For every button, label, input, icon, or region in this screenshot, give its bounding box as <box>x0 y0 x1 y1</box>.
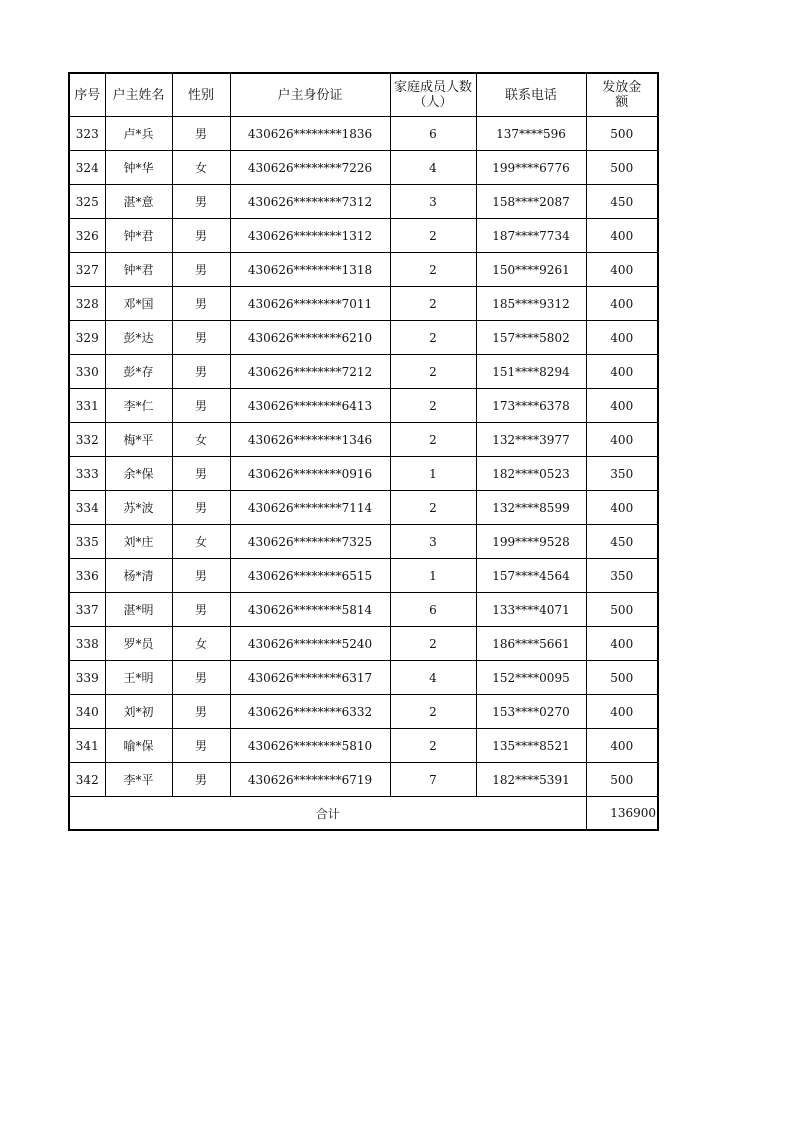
table-row <box>69 389 658 423</box>
cell-amount: 500 <box>586 593 658 627</box>
cell-family-members: 2 <box>390 219 476 253</box>
cell-gender: 男 <box>172 389 230 423</box>
cell-serial-number: 330 <box>69 355 105 389</box>
cell-gender: 男 <box>172 253 230 287</box>
cell-householder-name: 钟*君 <box>105 219 172 253</box>
cell-family-members: 3 <box>390 525 476 559</box>
cell-amount: 400 <box>586 695 658 729</box>
cell-phone: 151****8294 <box>476 355 586 389</box>
header-amount: 发放金额 <box>586 73 658 117</box>
cell-id-number: 430626********5814 <box>230 593 390 627</box>
cell-serial-number: 339 <box>69 661 105 695</box>
cell-serial-number: 342 <box>69 763 105 797</box>
cell-family-members: 6 <box>390 117 476 151</box>
cell-amount: 500 <box>586 763 658 797</box>
cell-serial-number: 334 <box>69 491 105 525</box>
cell-family-members: 4 <box>390 151 476 185</box>
cell-householder-name: 李*平 <box>105 763 172 797</box>
cell-phone: 157****5802 <box>476 321 586 355</box>
cell-phone: 173****6378 <box>476 389 586 423</box>
cell-phone: 185****9312 <box>476 287 586 321</box>
cell-phone: 152****0095 <box>476 661 586 695</box>
cell-id-number: 430626********6317 <box>230 661 390 695</box>
cell-phone: 186****5661 <box>476 627 586 661</box>
header-serial-number: 序号 <box>69 73 105 117</box>
cell-id-number: 430626********1312 <box>230 219 390 253</box>
cell-phone: 153****0270 <box>476 695 586 729</box>
cell-serial-number: 326 <box>69 219 105 253</box>
cell-serial-number: 333 <box>69 457 105 491</box>
cell-serial-number: 335 <box>69 525 105 559</box>
cell-gender: 男 <box>172 355 230 389</box>
cell-family-members: 2 <box>390 355 476 389</box>
cell-phone: 157****4564 <box>476 559 586 593</box>
cell-householder-name: 卢*兵 <box>105 117 172 151</box>
cell-id-number: 430626********6210 <box>230 321 390 355</box>
cell-family-members: 1 <box>390 559 476 593</box>
table-row <box>69 695 658 729</box>
cell-id-number: 430626********7325 <box>230 525 390 559</box>
cell-phone: 137****596 <box>476 117 586 151</box>
cell-amount: 350 <box>586 457 658 491</box>
cell-id-number: 430626********1318 <box>230 253 390 287</box>
cell-phone: 132****8599 <box>476 491 586 525</box>
cell-householder-name: 彭*存 <box>105 355 172 389</box>
cell-amount: 400 <box>586 219 658 253</box>
table-header <box>69 73 658 117</box>
table-row <box>69 661 658 695</box>
cell-family-members: 2 <box>390 287 476 321</box>
header-phone: 联系电话 <box>476 73 586 117</box>
table-row <box>69 423 658 457</box>
cell-amount: 400 <box>586 287 658 321</box>
table-row <box>69 457 658 491</box>
cell-phone: 199****6776 <box>476 151 586 185</box>
cell-amount: 400 <box>586 389 658 423</box>
table-row <box>69 185 658 219</box>
cell-id-number: 430626********6719 <box>230 763 390 797</box>
cell-id-number: 430626********0916 <box>230 457 390 491</box>
cell-gender: 男 <box>172 457 230 491</box>
cell-serial-number: 337 <box>69 593 105 627</box>
cell-phone: 133****4071 <box>476 593 586 627</box>
cell-householder-name: 钟*华 <box>105 151 172 185</box>
cell-phone: 150****9261 <box>476 253 586 287</box>
cell-serial-number: 324 <box>69 151 105 185</box>
cell-gender: 女 <box>172 627 230 661</box>
cell-householder-name: 邓*国 <box>105 287 172 321</box>
cell-gender: 男 <box>172 491 230 525</box>
cell-id-number: 430626********6515 <box>230 559 390 593</box>
cell-amount: 400 <box>586 627 658 661</box>
cell-family-members: 2 <box>390 627 476 661</box>
cell-householder-name: 钟*君 <box>105 253 172 287</box>
cell-id-number: 430626********5810 <box>230 729 390 763</box>
cell-family-members: 2 <box>390 491 476 525</box>
cell-family-members: 2 <box>390 423 476 457</box>
cell-family-members: 2 <box>390 321 476 355</box>
cell-amount: 400 <box>586 423 658 457</box>
cell-serial-number: 323 <box>69 117 105 151</box>
cell-gender: 男 <box>172 117 230 151</box>
table-row <box>69 321 658 355</box>
cell-family-members: 2 <box>390 729 476 763</box>
header-row <box>69 73 658 117</box>
cell-id-number: 430626********6332 <box>230 695 390 729</box>
cell-serial-number: 338 <box>69 627 105 661</box>
cell-householder-name: 刘*庄 <box>105 525 172 559</box>
cell-amount: 400 <box>586 729 658 763</box>
total-row <box>69 797 658 831</box>
total-label: 合计 <box>69 797 586 831</box>
cell-id-number: 430626********1836 <box>230 117 390 151</box>
cell-serial-number: 328 <box>69 287 105 321</box>
cell-id-number: 430626********7011 <box>230 287 390 321</box>
cell-family-members: 2 <box>390 389 476 423</box>
cell-gender: 女 <box>172 525 230 559</box>
cell-serial-number: 329 <box>69 321 105 355</box>
cell-phone: 132****3977 <box>476 423 586 457</box>
cell-phone: 158****2087 <box>476 185 586 219</box>
cell-phone: 135****8521 <box>476 729 586 763</box>
cell-gender: 男 <box>172 695 230 729</box>
cell-amount: 500 <box>586 661 658 695</box>
cell-gender: 女 <box>172 151 230 185</box>
cell-gender: 男 <box>172 593 230 627</box>
table-row <box>69 219 658 253</box>
cell-amount: 400 <box>586 355 658 389</box>
cell-serial-number: 332 <box>69 423 105 457</box>
table-row <box>69 253 658 287</box>
table-row <box>69 729 658 763</box>
cell-amount: 400 <box>586 491 658 525</box>
cell-id-number: 430626********7226 <box>230 151 390 185</box>
table-row <box>69 525 658 559</box>
table-row <box>69 627 658 661</box>
cell-gender: 女 <box>172 423 230 457</box>
cell-amount: 400 <box>586 321 658 355</box>
cell-amount: 450 <box>586 525 658 559</box>
header-family-members: 家庭成员人数（人） <box>390 73 476 117</box>
table-row <box>69 559 658 593</box>
header-householder-name: 户主姓名 <box>105 73 172 117</box>
cell-phone: 187****7734 <box>476 219 586 253</box>
cell-id-number: 430626********6413 <box>230 389 390 423</box>
total-value: 136900 <box>586 797 658 831</box>
cell-serial-number: 331 <box>69 389 105 423</box>
table-footer <box>69 797 658 831</box>
cell-householder-name: 罗*员 <box>105 627 172 661</box>
cell-householder-name: 湛*意 <box>105 185 172 219</box>
header-id-number: 户主身份证 <box>230 73 390 117</box>
cell-family-members: 2 <box>390 695 476 729</box>
cell-serial-number: 325 <box>69 185 105 219</box>
cell-family-members: 4 <box>390 661 476 695</box>
cell-householder-name: 苏*波 <box>105 491 172 525</box>
cell-householder-name: 喻*保 <box>105 729 172 763</box>
cell-phone: 199****9528 <box>476 525 586 559</box>
header-gender: 性别 <box>172 73 230 117</box>
cell-householder-name: 王*明 <box>105 661 172 695</box>
cell-householder-name: 余*保 <box>105 457 172 491</box>
cell-householder-name: 刘*初 <box>105 695 172 729</box>
table-row <box>69 355 658 389</box>
cell-family-members: 6 <box>390 593 476 627</box>
cell-phone: 182****5391 <box>476 763 586 797</box>
cell-id-number: 430626********7212 <box>230 355 390 389</box>
cell-family-members: 7 <box>390 763 476 797</box>
cell-gender: 男 <box>172 661 230 695</box>
cell-gender: 男 <box>172 287 230 321</box>
cell-gender: 男 <box>172 185 230 219</box>
cell-amount: 350 <box>586 559 658 593</box>
cell-householder-name: 李*仁 <box>105 389 172 423</box>
table-row <box>69 117 658 151</box>
cell-id-number: 430626********1346 <box>230 423 390 457</box>
cell-gender: 男 <box>172 219 230 253</box>
cell-gender: 男 <box>172 763 230 797</box>
cell-householder-name: 梅*平 <box>105 423 172 457</box>
table-row <box>69 151 658 185</box>
cell-serial-number: 341 <box>69 729 105 763</box>
cell-householder-name: 湛*明 <box>105 593 172 627</box>
cell-family-members: 1 <box>390 457 476 491</box>
cell-gender: 男 <box>172 729 230 763</box>
cell-amount: 450 <box>586 185 658 219</box>
cell-amount: 400 <box>586 253 658 287</box>
table-row <box>69 491 658 525</box>
table-row <box>69 763 658 797</box>
cell-phone: 182****0523 <box>476 457 586 491</box>
cell-gender: 男 <box>172 321 230 355</box>
cell-amount: 500 <box>586 117 658 151</box>
cell-id-number: 430626********7312 <box>230 185 390 219</box>
cell-gender: 男 <box>172 559 230 593</box>
cell-amount: 500 <box>586 151 658 185</box>
cell-id-number: 430626********7114 <box>230 491 390 525</box>
table-row <box>69 287 658 321</box>
table-body <box>69 117 658 797</box>
cell-serial-number: 336 <box>69 559 105 593</box>
cell-family-members: 3 <box>390 185 476 219</box>
cell-serial-number: 327 <box>69 253 105 287</box>
cell-id-number: 430626********5240 <box>230 627 390 661</box>
cell-householder-name: 彭*达 <box>105 321 172 355</box>
beneficiary-table <box>68 72 659 831</box>
table-row <box>69 593 658 627</box>
cell-serial-number: 340 <box>69 695 105 729</box>
cell-householder-name: 杨*清 <box>105 559 172 593</box>
cell-family-members: 2 <box>390 253 476 287</box>
